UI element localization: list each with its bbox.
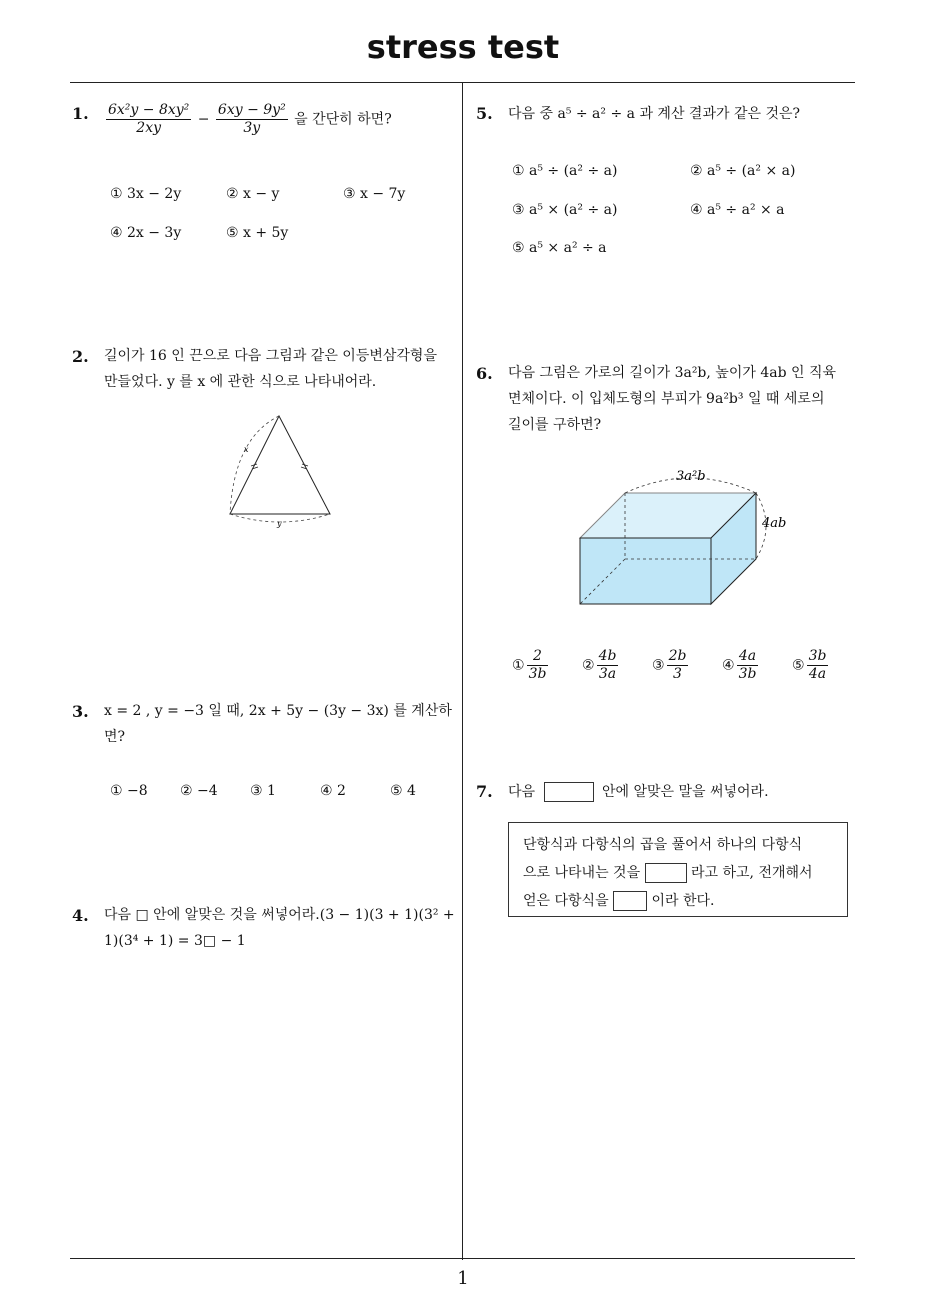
q7-blank-2[interactable] <box>613 891 647 911</box>
q6-choice-4[interactable] <box>722 648 760 683</box>
q1-choice-5[interactable]: ⑤ x + 5y <box>226 225 289 241</box>
q5-text: 다음 중 a⁵ ÷ a² ÷ a 과 계산 결과가 같은 것은? <box>508 106 800 122</box>
q1-choice-4[interactable]: ④ 2x − 3y <box>110 225 182 241</box>
choice-mark: ③ <box>652 657 665 674</box>
q1-number: 1. <box>72 104 89 123</box>
q3-choice-4[interactable]: ④ 2 <box>320 783 346 799</box>
choice-fraction: $\frac{2}{3b}$ <box>528 648 547 682</box>
q3-choice-1[interactable]: ① −8 <box>110 783 148 799</box>
label-x: x <box>244 445 249 454</box>
q2-triangle-figure <box>222 408 342 532</box>
q6-number: 6. <box>476 364 493 383</box>
q7-answer-blank[interactable] <box>544 782 594 802</box>
choice-fraction: $\frac{2b}{3}$ <box>668 648 687 682</box>
q5-choice-5[interactable]: ⑤ a⁵ × a² ÷ a <box>512 240 607 256</box>
q2-number: 2. <box>72 347 89 366</box>
q2-text: 길이가 16 인 끈으로 다음 그림과 같은 이등변삼각형을 만들었다. y 를 x 에 관한 식으로 나타내어라. <box>104 348 437 390</box>
choice-fraction: $\frac{4b}{3a}$ <box>598 648 617 682</box>
triangle-shape <box>230 416 330 514</box>
label-side: 4ab <box>762 516 787 531</box>
q1-fraction-2: $\frac{\text{6xy − 9y²}}{3y}$ <box>217 102 286 136</box>
q6-text: 다음 그림은 가로의 길이가 3a²b, 높이가 4ab 인 직육 면체이다. 이 입체도형의 부피가 9a²b³ 일 때 세로의 길이를 구하면? <box>508 365 837 433</box>
box-front-face <box>580 538 711 604</box>
q1-choice-1[interactable]: ① 3x − 2y <box>110 186 182 202</box>
q7-definition-box: 단항식과 다항식의 곱을 풀어서 하나의 다항식 으로 나타내는 것을 라고 하고, 전개해서 얻은 다항식을 이라 한다. <box>508 822 848 917</box>
choice-mark: ④ <box>722 657 735 674</box>
q1-expression: $\frac{\text{6x²y − 8xy²}}{2xy}$ − $\frac{\text{6xy − 9y²}}{3y}$ 을 간단히 하면? <box>108 102 392 136</box>
q7-number: 7. <box>476 782 493 801</box>
q6-choice-2[interactable] <box>582 648 620 683</box>
q5-choice-2[interactable]: ② a⁵ ÷ (a² × a) <box>690 163 796 179</box>
column-divider <box>462 82 463 1260</box>
q5-choice-1[interactable]: ① a⁵ ÷ (a² ÷ a) <box>512 163 618 179</box>
choice-mark: ① <box>512 657 525 674</box>
q1-choice-2[interactable]: ② x − y <box>226 186 280 202</box>
q5-number: 5. <box>476 104 493 123</box>
q6-choice-3[interactable] <box>652 648 690 683</box>
q5-choice-4[interactable]: ④ a⁵ ÷ a² × a <box>690 202 785 218</box>
label-y: y <box>277 519 282 528</box>
q1-choice-3[interactable]: ③ x − 7y <box>343 186 406 202</box>
page-number: 1 <box>457 1268 469 1289</box>
q3-text: x = 2 , y = −3 일 때, 2x + 5y − (3y − 3x) 를 계산하 면? <box>104 703 452 745</box>
q6-box-figure <box>570 458 790 613</box>
choice-mark: ⑤ <box>792 657 805 674</box>
label-top: 3a²b <box>676 469 706 484</box>
q7-text: 다음 안에 알맞은 말을 써넣어라. <box>508 784 769 800</box>
q3-choice-2[interactable]: ② −4 <box>180 783 218 799</box>
choice-fraction: $\frac{4a}{3b}$ <box>738 648 757 682</box>
q1-text: 을 간단히 하면? <box>294 111 392 128</box>
q6-choice-5[interactable] <box>792 648 830 683</box>
q3-choice-3[interactable]: ③ 1 <box>250 783 276 799</box>
footer-rule <box>70 1258 855 1259</box>
q6-choice-1[interactable] <box>512 648 550 683</box>
q5-choice-3[interactable]: ③ a⁵ × (a² ÷ a) <box>512 202 618 218</box>
choice-mark: ② <box>582 657 595 674</box>
page-title: stress test <box>366 28 560 66</box>
q4-text: 다음 □ 안에 알맞은 것을 써넣어라.(3 − 1)(3 + 1)(3² + 1)(3⁴ + 1) = 3□ − 1 <box>104 907 455 949</box>
q7-blank-1[interactable] <box>645 863 687 883</box>
q4-number: 4. <box>72 906 89 925</box>
choice-fraction: $\frac{3b}{4a}$ <box>808 648 827 682</box>
q1-fraction-1: $\frac{\text{6x²y − 8xy²}}{2xy}$ <box>108 102 190 136</box>
q3-choice-5[interactable]: ⑤ 4 <box>390 783 416 799</box>
q3-number: 3. <box>72 702 89 721</box>
